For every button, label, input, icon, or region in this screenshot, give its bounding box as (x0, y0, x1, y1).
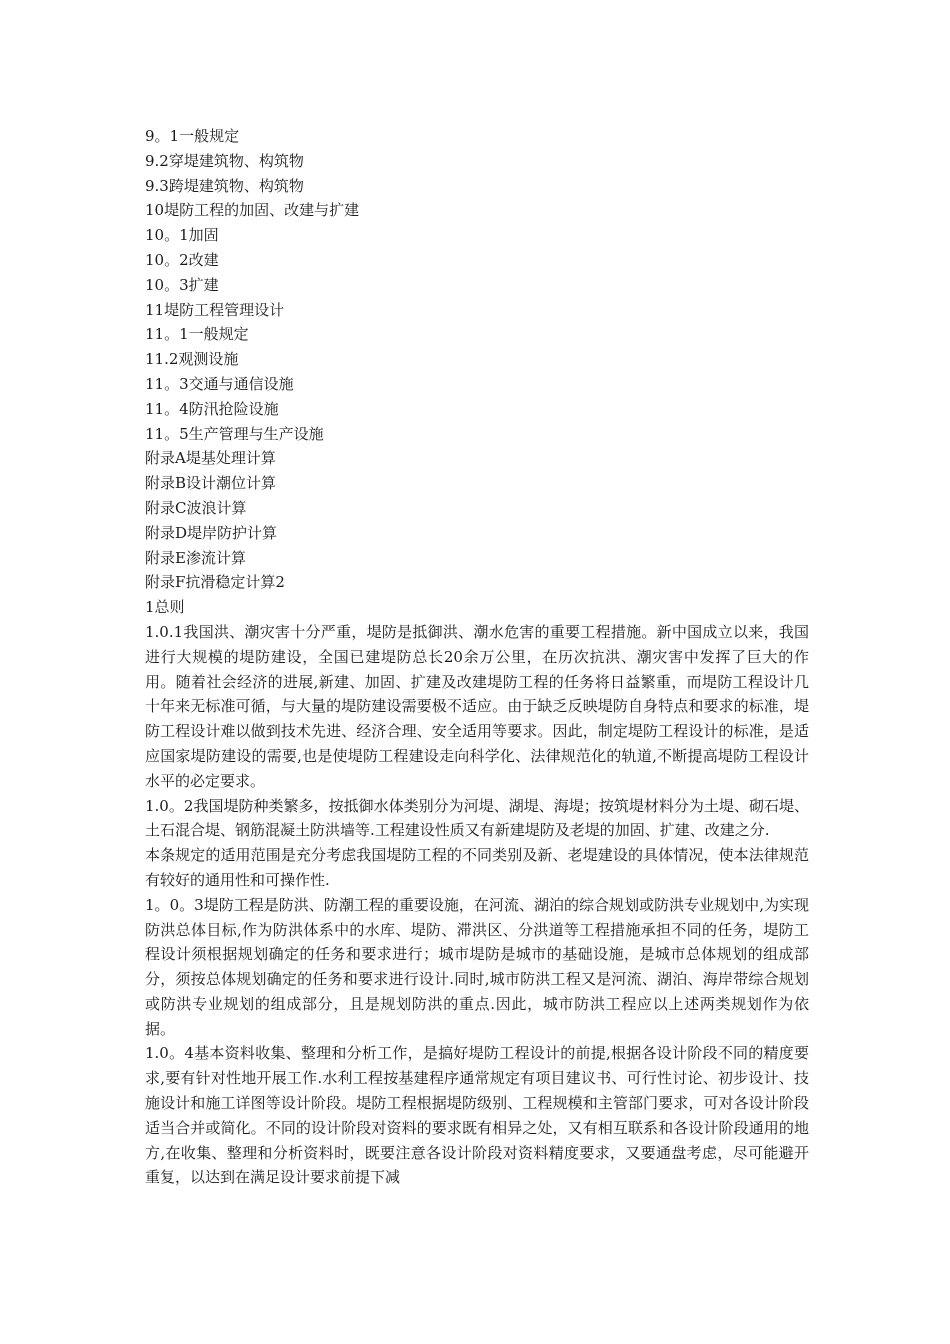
toc-item: 11。1一般规定 (145, 325, 249, 344)
toc-item: 9.3跨堤建筑物、构筑物 (145, 176, 304, 195)
toc-item: 10堤防工程的加固、改建与扩建 (145, 201, 360, 220)
toc-item: 10。3扩建 (145, 275, 219, 294)
document-body (145, 124, 809, 1190)
toc-item: 11.2观测设施 (145, 350, 239, 369)
body-paragraph: 1.0。2我国堤防种类繁多，按抵御水体类别分为河堤、湖堤、海堤；按筑堤材料分为土堤、砌石堤、土石混合堤、钢筋混凝土防洪墙等.工程建设性质又有新建堤防及老堤的加固、扩建、改建之分. (145, 796, 809, 840)
toc-item: 11。4防汛抢险设施 (145, 399, 279, 418)
toc-item: 附录F抗滑稳定计算2 (145, 573, 285, 592)
toc-item: 10。1加固 (145, 226, 219, 245)
toc-item: 附录B设计潮位计算 (145, 474, 277, 493)
toc-item: 11堤防工程管理设计 (145, 300, 285, 319)
toc-item: 附录C波浪计算 (145, 498, 247, 517)
toc-item: 10。2改建 (145, 250, 219, 269)
toc-item: 9.2穿堤建筑物、构筑物 (145, 151, 304, 170)
body-paragraph: 1。0。3堤防工程是防洪、防潮工程的重要设施，在河流、湖泊的综合规划或防洪专业规划中,为实现防洪总体目标,作为防洪体系中的水库、堤防、滞洪区、分洪道等工程措施承担不同的任务，堤防工程设计须根据规划确定的任务和要求进行；城市堤防是城市的基础设施，是城市总体规划的组成部分，须按总体规划确定的任务和要求进行设计.同时,城市防洪工程又是河流、湖泊、海岸带综合规划或防洪专业规划的组成部分，且是规划防洪的重点.因此，城市防洪工程应以上述两类规划作为依据。 (145, 895, 809, 1038)
body-paragraph: 本条规定的适用范围是充分考虑我国堤防工程的不同类别及新、老堤建设的具体情况，使本法律规范有较好的通用性和可操作性. (145, 846, 809, 889)
toc-item: 附录E渗流计算 (145, 548, 246, 567)
section-heading: 1总则 (145, 598, 185, 617)
body-paragraph: 1.0。4基本资料收集、整理和分析工作，是搞好堤防工程设计的前提,根据各设计阶段不同的精度要求,要有针对性地开展工作.水利工程按基建程序通常规定有项目建议书、可行性讨论、初步设计、技施设计和施工详图等设计阶段。堤防工程根据堤防级别、工程规模和主管部门要求，可对各设计阶段适当合并或简化。不同的设计阶段对资料的要求既有相异之处，又有相互联系和各设计阶段通用的地方,在收集、整理和分析资料时，既要注意各设计阶段对资料精度要求，又要通盘考虑，尽可能避开重复，以达到在满足设计要求前提下减 (145, 1044, 809, 1187)
toc-item: 11。5生产管理与生产设施 (145, 424, 324, 443)
toc-item: 11。3交通与通信设施 (145, 374, 294, 393)
toc-item: 9。1一般规定 (145, 127, 240, 145)
body-paragraph: 1.0.1我国洪、潮灾害十分严重，堤防是抵御洪、潮水危害的重要工程措施。新中国成立以来，我国进行大规模的堤防建设，全国已建堤防总长20余万公里，在历次抗洪、潮灾害中发挥了巨大的作用。随着社会经济的进展,新建、加固、扩建及改建堤防工程的任务将日益繁重，而堤防工程设计几十年来无标准可循，与大量的堤防建设需要极不适应。由于缺乏反映堤防自身特点和要求的标准，堤防工程设计难以做到技术先进、经济合理、安全适用等要求。因此，制定堤防工程设计的标准，是适应国家堤防建设的需要,也是使堤防工程建设走向科学化、法律规范化的轨道,不断提高堤防工程设计水平的必定要求。 (145, 622, 809, 790)
toc-item: 附录D堤岸防护计算 (145, 523, 278, 542)
toc-item: 附录A堤基处理计算 (145, 449, 276, 468)
